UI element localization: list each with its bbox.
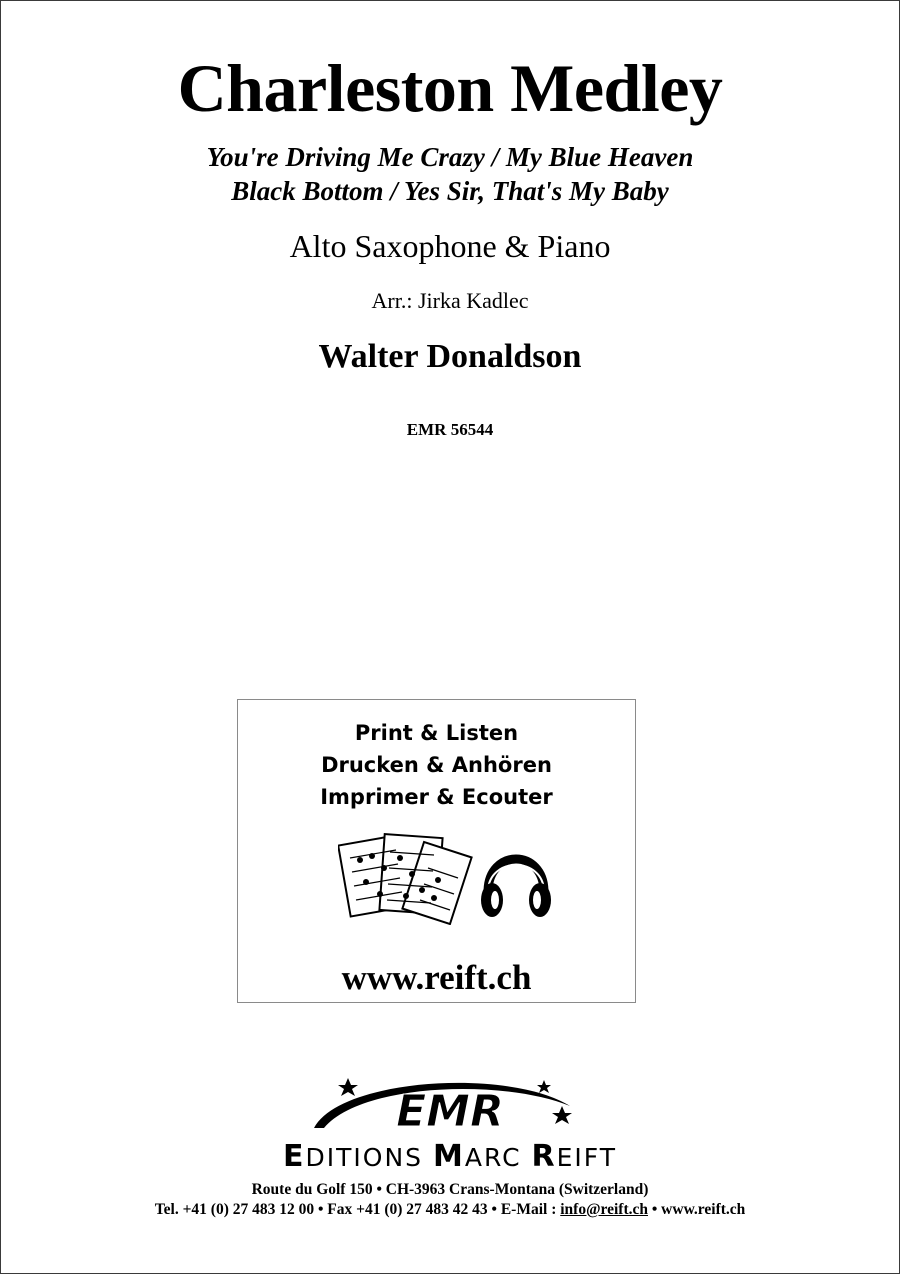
publisher-address: Route du Golf 150 • CH-3963 Crans-Montana (Switzerland) bbox=[251, 1181, 649, 1198]
catalog-number: EMR 56544 bbox=[406, 420, 494, 439]
song-line: Black Bottom / Yes Sir, That's My Baby bbox=[231, 176, 669, 206]
logo-text: EMR bbox=[396, 1086, 504, 1137]
page-title: Charleston Medley bbox=[177, 50, 723, 126]
emr-logo bbox=[300, 1070, 600, 1140]
song-line: You're Driving Me Crazy / My Blue Heaven bbox=[206, 142, 694, 172]
song-list bbox=[0, 140, 900, 208]
publisher-contact: Tel. +41 (0) 27 483 12 00 • Fax +41 (0) 27 483 42 43 • E-Mail : info@reift.ch • www.reift.ch bbox=[154, 1201, 746, 1218]
promo-line: Drucken & Anhören bbox=[321, 753, 552, 777]
promo-url[interactable]: www.reift.ch bbox=[341, 958, 532, 997]
sheet-music-icon bbox=[338, 834, 471, 924]
promo-text bbox=[238, 717, 635, 813]
promo-line: Imprimer & Ecouter bbox=[320, 785, 553, 809]
promo-line: Print & Listen bbox=[354, 721, 519, 745]
composer: Walter Donaldson bbox=[318, 338, 582, 375]
headphones-icon bbox=[481, 859, 551, 917]
arranger: Arr.: Jirka Kadlec bbox=[371, 288, 529, 313]
email-link[interactable]: info@reift.ch bbox=[560, 1201, 648, 1218]
publisher-name: EDITIONS MARC REIFT bbox=[283, 1139, 617, 1174]
instrumentation: Alto Saxophone & Piano bbox=[289, 228, 611, 264]
promo-icons bbox=[338, 830, 558, 925]
print-listen-box bbox=[237, 699, 636, 1003]
